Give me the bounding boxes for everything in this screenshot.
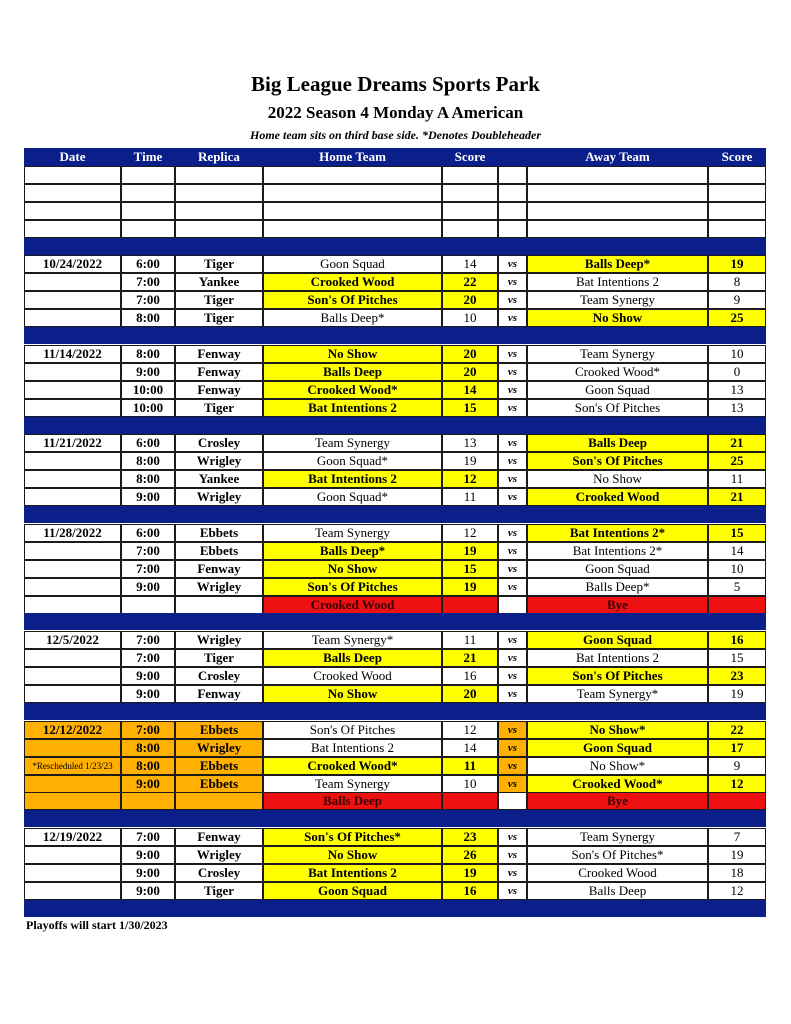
away-score: 19: [708, 685, 766, 703]
away-score: 7: [708, 828, 766, 846]
away-score: 10: [708, 345, 766, 363]
game-time: 9:00: [121, 685, 175, 703]
game-time: 8:00: [121, 452, 175, 470]
game-date: 12/19/2022: [24, 828, 121, 846]
empty-cell: [527, 220, 708, 238]
away-score: 9: [708, 757, 766, 775]
column-header-away-team: Away Team: [527, 148, 708, 166]
empty-cell: [121, 184, 175, 202]
home-team: Team Synergy: [263, 524, 442, 542]
bye-team: Crooked Wood: [263, 596, 442, 614]
away-score: 21: [708, 434, 766, 452]
home-score: 16: [442, 667, 498, 685]
bye-cell: [708, 596, 766, 614]
home-team: Crooked Wood: [263, 273, 442, 291]
away-team: Son's Of Pitches: [527, 399, 708, 417]
home-score: 20: [442, 363, 498, 381]
empty-cell: [498, 596, 527, 614]
game-time: 10:00: [121, 381, 175, 399]
versus-label: vs: [498, 488, 527, 506]
away-team: Bat Intentions 2*: [527, 542, 708, 560]
home-team: No Show: [263, 685, 442, 703]
away-score: 13: [708, 381, 766, 399]
home-score: 12: [442, 524, 498, 542]
empty-cell: [121, 220, 175, 238]
away-score: 12: [708, 775, 766, 793]
field-replica: Fenway: [175, 345, 263, 363]
game-date: [24, 542, 121, 560]
home-score: 19: [442, 864, 498, 882]
empty-cell: [175, 220, 263, 238]
away-team: Goon Squad: [527, 560, 708, 578]
away-score: 21: [708, 488, 766, 506]
away-team: Team Synergy: [527, 345, 708, 363]
away-team: Goon Squad: [527, 631, 708, 649]
home-team: Team Synergy*: [263, 631, 442, 649]
away-score: 22: [708, 721, 766, 739]
game-time: 9:00: [121, 846, 175, 864]
field-replica: Ebbets: [175, 775, 263, 793]
game-date: 10/24/2022: [24, 255, 121, 273]
home-score: 14: [442, 381, 498, 399]
away-score: 15: [708, 524, 766, 542]
game-time: 9:00: [121, 667, 175, 685]
home-score: 14: [442, 739, 498, 757]
bye-team: Balls Deep: [263, 792, 442, 810]
empty-cell: [442, 220, 498, 238]
game-date: [24, 399, 121, 417]
empty-cell: [175, 202, 263, 220]
empty-cell: [121, 792, 175, 810]
home-score: 20: [442, 345, 498, 363]
game-date: [24, 452, 121, 470]
home-team: Crooked Wood: [263, 667, 442, 685]
field-replica: Tiger: [175, 882, 263, 900]
bye-cell: [442, 792, 498, 810]
away-score: 8: [708, 273, 766, 291]
versus-label: vs: [498, 273, 527, 291]
game-time: 9:00: [121, 488, 175, 506]
versus-label: vs: [498, 399, 527, 417]
away-score: 15: [708, 649, 766, 667]
versus-label: vs: [498, 739, 527, 757]
home-team: Team Synergy: [263, 775, 442, 793]
field-replica: Fenway: [175, 363, 263, 381]
away-team: Bat Intentions 2: [527, 649, 708, 667]
home-score: 15: [442, 560, 498, 578]
empty-cell: [708, 220, 766, 238]
home-score: 20: [442, 685, 498, 703]
versus-label: vs: [498, 452, 527, 470]
game-time: 7:00: [121, 542, 175, 560]
game-time: 8:00: [121, 470, 175, 488]
empty-cell: [527, 166, 708, 184]
home-score: 11: [442, 488, 498, 506]
field-replica: Crosley: [175, 667, 263, 685]
bye-label: Bye: [527, 596, 708, 614]
empty-cell: [24, 202, 121, 220]
column-header-date: Date: [24, 148, 121, 166]
versus-label: vs: [498, 524, 527, 542]
game-time: 8:00: [121, 757, 175, 775]
home-score: 11: [442, 757, 498, 775]
away-team: Goon Squad: [527, 381, 708, 399]
away-team: Balls Deep*: [527, 255, 708, 273]
empty-cell: [24, 596, 121, 614]
versus-label: vs: [498, 775, 527, 793]
game-date: [24, 578, 121, 596]
home-score: 11: [442, 631, 498, 649]
away-team: Crooked Wood: [527, 488, 708, 506]
away-team: Son's Of Pitches: [527, 667, 708, 685]
game-date: 12/5/2022: [24, 631, 121, 649]
home-team: Bat Intentions 2: [263, 864, 442, 882]
game-date: [24, 846, 121, 864]
section-divider: [24, 238, 766, 255]
game-date: [24, 775, 121, 793]
away-score: 25: [708, 309, 766, 327]
game-time: 9:00: [121, 775, 175, 793]
home-score: 12: [442, 470, 498, 488]
away-team: Bat Intentions 2: [527, 273, 708, 291]
home-team: Crooked Wood*: [263, 381, 442, 399]
empty-cell: [175, 166, 263, 184]
section-divider: [24, 327, 766, 344]
away-team: Balls Deep: [527, 434, 708, 452]
versus-label: vs: [498, 882, 527, 900]
home-team: No Show: [263, 846, 442, 864]
empty-cell: [527, 184, 708, 202]
home-score: 23: [442, 828, 498, 846]
home-team: No Show: [263, 345, 442, 363]
empty-cell: [442, 184, 498, 202]
away-team: Crooked Wood: [527, 864, 708, 882]
empty-cell: [442, 202, 498, 220]
versus-label: vs: [498, 291, 527, 309]
field-replica: Wrigley: [175, 631, 263, 649]
empty-cell: [121, 202, 175, 220]
home-score: 19: [442, 452, 498, 470]
field-replica: Fenway: [175, 828, 263, 846]
game-date: [24, 381, 121, 399]
versus-label: vs: [498, 470, 527, 488]
away-team: Son's Of Pitches: [527, 452, 708, 470]
home-team: Balls Deep*: [263, 542, 442, 560]
field-replica: Tiger: [175, 291, 263, 309]
away-team: No Show: [527, 470, 708, 488]
game-date: [24, 291, 121, 309]
game-time: 9:00: [121, 578, 175, 596]
field-replica: Tiger: [175, 399, 263, 417]
field-replica: Wrigley: [175, 578, 263, 596]
home-team: Goon Squad*: [263, 452, 442, 470]
field-replica: Crosley: [175, 434, 263, 452]
game-date: 11/28/2022: [24, 524, 121, 542]
game-time: 10:00: [121, 399, 175, 417]
field-replica: Tiger: [175, 309, 263, 327]
game-date: 11/21/2022: [24, 434, 121, 452]
home-team: Bat Intentions 2: [263, 470, 442, 488]
game-date: 11/14/2022: [24, 345, 121, 363]
empty-cell: [498, 220, 527, 238]
away-team: Team Synergy: [527, 291, 708, 309]
empty-cell: [263, 220, 442, 238]
home-team: Goon Squad*: [263, 488, 442, 506]
empty-cell: [24, 792, 121, 810]
page-title: Big League Dreams Sports Park: [251, 72, 540, 96]
away-score: 25: [708, 452, 766, 470]
game-time: 6:00: [121, 434, 175, 452]
versus-label: vs: [498, 721, 527, 739]
home-score: 16: [442, 882, 498, 900]
versus-label: vs: [498, 255, 527, 273]
column-header-time: Time: [121, 148, 175, 166]
versus-label: vs: [498, 667, 527, 685]
game-date: [24, 309, 121, 327]
away-score: 16: [708, 631, 766, 649]
empty-cell: [498, 166, 527, 184]
home-score: 15: [442, 399, 498, 417]
away-score: 5: [708, 578, 766, 596]
away-team: Goon Squad: [527, 739, 708, 757]
home-team: Bat Intentions 2: [263, 739, 442, 757]
empty-cell: [498, 202, 527, 220]
game-time: 7:00: [121, 721, 175, 739]
empty-cell: [263, 202, 442, 220]
versus-label: vs: [498, 560, 527, 578]
home-team: Goon Squad: [263, 882, 442, 900]
empty-cell: [708, 184, 766, 202]
home-team: Crooked Wood*: [263, 757, 442, 775]
field-replica: Ebbets: [175, 757, 263, 775]
empty-cell: [263, 184, 442, 202]
field-replica: Fenway: [175, 381, 263, 399]
home-team: Team Synergy: [263, 434, 442, 452]
game-date: [24, 667, 121, 685]
away-team: Crooked Wood*: [527, 775, 708, 793]
home-score: 21: [442, 649, 498, 667]
playoffs-note: Playoffs will start 1/30/2023: [26, 918, 168, 932]
season-subtitle: 2022 Season 4 Monday A American: [267, 103, 524, 122]
versus-label: vs: [498, 864, 527, 882]
home-team: Son's Of Pitches: [263, 721, 442, 739]
game-time: 8:00: [121, 309, 175, 327]
away-score: 0: [708, 363, 766, 381]
section-divider: [24, 417, 766, 434]
empty-cell: [121, 166, 175, 184]
home-score: 19: [442, 578, 498, 596]
away-score: 10: [708, 560, 766, 578]
field-replica: Yankee: [175, 470, 263, 488]
game-time: 8:00: [121, 345, 175, 363]
game-time: 7:00: [121, 560, 175, 578]
empty-cell: [24, 184, 121, 202]
away-team: Balls Deep*: [527, 578, 708, 596]
bye-label: Bye: [527, 792, 708, 810]
empty-cell: [175, 792, 263, 810]
empty-cell: [498, 184, 527, 202]
empty-cell: [175, 596, 263, 614]
field-replica: Ebbets: [175, 524, 263, 542]
versus-label: vs: [498, 309, 527, 327]
game-time: 7:00: [121, 631, 175, 649]
game-date: [24, 470, 121, 488]
home-team: Son's Of Pitches: [263, 578, 442, 596]
home-team: Balls Deep: [263, 649, 442, 667]
away-score: 19: [708, 846, 766, 864]
away-team: Bat Intentions 2*: [527, 524, 708, 542]
field-replica: Wrigley: [175, 846, 263, 864]
game-date: 12/12/2022: [24, 721, 121, 739]
home-team: Bat Intentions 2: [263, 399, 442, 417]
field-replica: Wrigley: [175, 739, 263, 757]
game-time: 6:00: [121, 255, 175, 273]
empty-cell: [498, 792, 527, 810]
away-team: Team Synergy: [527, 828, 708, 846]
game-date: [24, 864, 121, 882]
game-date: [24, 363, 121, 381]
versus-label: vs: [498, 631, 527, 649]
game-time: 7:00: [121, 273, 175, 291]
column-header-vs: [498, 148, 527, 166]
versus-label: vs: [498, 381, 527, 399]
game-date: [24, 488, 121, 506]
game-time: 9:00: [121, 363, 175, 381]
field-replica: Crosley: [175, 864, 263, 882]
game-date: [24, 739, 121, 757]
versus-label: vs: [498, 828, 527, 846]
game-date: [24, 560, 121, 578]
section-divider: [24, 703, 766, 720]
away-score: 19: [708, 255, 766, 273]
bye-cell: [708, 792, 766, 810]
versus-label: vs: [498, 578, 527, 596]
empty-cell: [175, 184, 263, 202]
field-replica: Fenway: [175, 560, 263, 578]
away-score: 17: [708, 739, 766, 757]
versus-label: vs: [498, 685, 527, 703]
empty-cell: [708, 166, 766, 184]
field-replica: Ebbets: [175, 542, 263, 560]
game-time: 9:00: [121, 864, 175, 882]
home-team: Son's Of Pitches: [263, 291, 442, 309]
section-divider: [24, 810, 766, 827]
empty-cell: [263, 166, 442, 184]
versus-label: vs: [498, 363, 527, 381]
column-header-home-score: Score: [442, 148, 498, 166]
versus-label: vs: [498, 434, 527, 452]
game-date: [24, 685, 121, 703]
column-header-replica: Replica: [175, 148, 263, 166]
home-score: 10: [442, 309, 498, 327]
field-replica: Wrigley: [175, 452, 263, 470]
game-time: 8:00: [121, 739, 175, 757]
home-score: 14: [442, 255, 498, 273]
away-score: 13: [708, 399, 766, 417]
home-score: 19: [442, 542, 498, 560]
game-date: [24, 649, 121, 667]
home-team: Son's Of Pitches*: [263, 828, 442, 846]
field-replica: Wrigley: [175, 488, 263, 506]
field-replica: Tiger: [175, 255, 263, 273]
reschedule-note: *Rescheduled 1/23/23: [24, 757, 121, 775]
section-divider: [24, 506, 766, 523]
versus-label: vs: [498, 757, 527, 775]
game-time: 7:00: [121, 828, 175, 846]
column-header-home-team: Home Team: [263, 148, 442, 166]
section-divider: [24, 613, 766, 630]
home-team: No Show: [263, 560, 442, 578]
away-team: No Show*: [527, 757, 708, 775]
home-score: 13: [442, 434, 498, 452]
field-replica: Tiger: [175, 649, 263, 667]
away-team: No Show: [527, 309, 708, 327]
field-replica: Yankee: [175, 273, 263, 291]
empty-cell: [121, 596, 175, 614]
game-time: 7:00: [121, 649, 175, 667]
game-date: [24, 882, 121, 900]
schedule-note: Home team sits on third base side. *Denotes Doubleheader: [250, 128, 541, 142]
versus-label: vs: [498, 542, 527, 560]
away-score: 14: [708, 542, 766, 560]
away-score: 11: [708, 470, 766, 488]
empty-cell: [527, 202, 708, 220]
versus-label: vs: [498, 649, 527, 667]
empty-cell: [24, 166, 121, 184]
column-header-away-score: Score: [708, 148, 766, 166]
home-score: 12: [442, 721, 498, 739]
home-score: 22: [442, 273, 498, 291]
versus-label: vs: [498, 846, 527, 864]
home-score: 10: [442, 775, 498, 793]
away-score: 18: [708, 864, 766, 882]
game-time: 6:00: [121, 524, 175, 542]
game-date: [24, 273, 121, 291]
away-team: Balls Deep: [527, 882, 708, 900]
home-team: Goon Squad: [263, 255, 442, 273]
section-divider: [24, 900, 766, 917]
empty-cell: [708, 202, 766, 220]
away-team: Crooked Wood*: [527, 363, 708, 381]
game-time: 7:00: [121, 291, 175, 309]
away-team: No Show*: [527, 721, 708, 739]
away-score: 9: [708, 291, 766, 309]
away-score: 12: [708, 882, 766, 900]
versus-label: vs: [498, 345, 527, 363]
field-replica: Fenway: [175, 685, 263, 703]
away-team: Son's Of Pitches*: [527, 846, 708, 864]
bye-cell: [442, 596, 498, 614]
away-score: 23: [708, 667, 766, 685]
home-team: Balls Deep*: [263, 309, 442, 327]
home-score: 20: [442, 291, 498, 309]
home-score: 26: [442, 846, 498, 864]
away-team: Team Synergy*: [527, 685, 708, 703]
field-replica: Ebbets: [175, 721, 263, 739]
empty-cell: [442, 166, 498, 184]
home-team: Balls Deep: [263, 363, 442, 381]
game-time: 9:00: [121, 882, 175, 900]
empty-cell: [24, 220, 121, 238]
